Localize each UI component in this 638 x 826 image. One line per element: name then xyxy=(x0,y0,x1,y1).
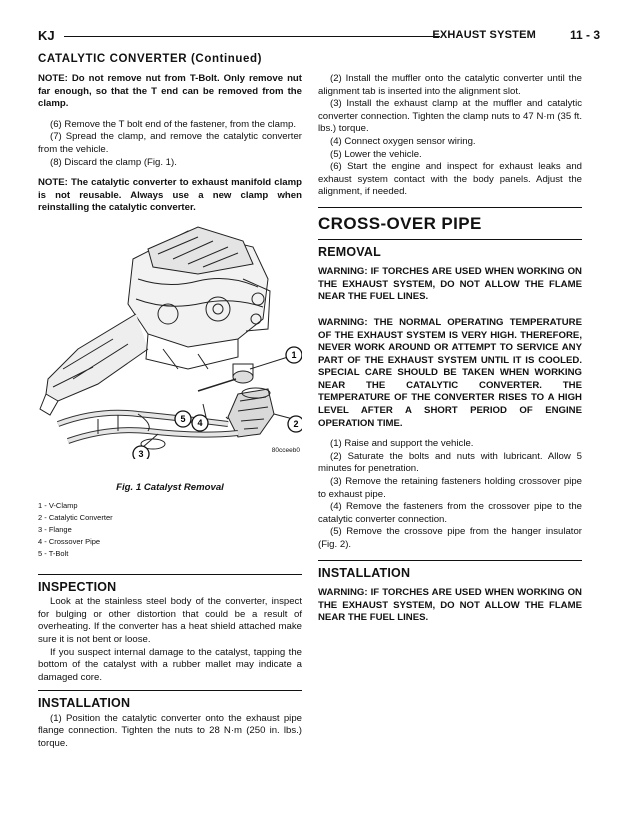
legend-item: 5 - T-Bolt xyxy=(38,548,69,558)
installation-heading-right: INSTALLATION xyxy=(318,560,582,580)
callout-5: 5 xyxy=(180,413,186,424)
figure-title: Fig. 1 Catalyst Removal xyxy=(116,481,224,493)
step-7: (7) Spread the clamp, and remove the catalytic converter from the vehicle. xyxy=(38,131,302,155)
install-step-2: (2) Install the muffler onto the catalytic converter until the alignment tab is inserted into the alignment slot. xyxy=(318,73,582,97)
install-step-5: (5) Lower the vehicle. xyxy=(330,148,422,160)
inspection-para-2: If you suspect internal damage to the catalyst, tapping the bottom of the catalyst with a rubber mallet may indicate a damaged core. xyxy=(38,646,302,683)
crossover-heading: CROSS-OVER PIPE xyxy=(318,207,582,231)
warning-torches-install: WARNING: IF TORCHES ARE USED WHEN WORKING ON THE EXHAUST SYSTEM, DO NOT ALLOW THE FLAME NEAR THE FUEL LINES. xyxy=(318,587,582,624)
install-step-1: (1) Position the catalytic converter onto the exhaust pipe flange connection. Tighten the nuts to 28 N·m (250 in. lbs.) torque. xyxy=(38,712,302,750)
warning-torches: WARNING: IF TORCHES ARE USED WHEN WORKING ON THE EXHAUST SYSTEM, DO NOT ALLOW THE FLAME NEAR THE FUEL LINES. xyxy=(318,266,582,303)
removal-step-3: (3) Remove the retaining fasteners holding crossover pipe to exhaust pipe. xyxy=(318,476,582,500)
header-rule xyxy=(64,36,440,37)
step-8: (8) Discard the clamp (Fig. 1). xyxy=(50,156,177,168)
legend-item: 3 - Flange xyxy=(38,524,72,534)
callout-3: 3 xyxy=(138,448,144,459)
section-code: KJ xyxy=(38,28,55,43)
catalyst-removal-illustration xyxy=(38,219,302,459)
callout-4: 4 xyxy=(197,417,203,428)
continued-title: CATALYTIC CONVERTER (Continued) xyxy=(38,53,263,65)
removal-step-2: (2) Saturate the bolts and nuts with lubricant. Allow 5 minutes for penetration. xyxy=(318,450,582,475)
callout-2: 2 xyxy=(293,418,299,429)
figure-catalyst-removal xyxy=(38,219,302,479)
callout-1: 1 xyxy=(291,349,297,360)
warning-temperature: WARNING: THE NORMAL OPERATING TEMPERATURE OF THE EXHAUST SYSTEM IS VERY HIGH. THEREFORE, NEVER WORK AROUND OR ATTEMPT TO SERVICE ANY PART OF THE EXHAUST SYSTEM UNTIL IT IS COOLED. SPECIAL CARE SHOULD BE TAKEN WHEN WORKING NEAR THE CATALYTIC CONVERTER. THE TEMPERATURE OF THE CONVERTER RISES TO A HIGH LEVEL AFTER A SHORT PERIOD OF ENGINE OPERATION TIME. xyxy=(318,316,582,429)
note-clamp: NOTE: The catalytic converter to exhaust manifold clamp is not reusable. Always use a new clamp when reinstalling the catalytic converter. xyxy=(38,177,302,214)
legend-item: 4 - Crossover Pipe xyxy=(38,536,101,546)
figure-legend xyxy=(38,500,302,560)
inspection-heading: INSPECTION xyxy=(38,574,302,594)
install-step-4: (4) Connect oxygen sensor wiring. xyxy=(330,135,476,147)
left-column xyxy=(38,73,302,751)
removal-heading: REMOVAL xyxy=(318,239,582,259)
page-number: 11 - 3 xyxy=(569,28,600,42)
install-step-3: (3) Install the exhaust clamp at the muffler and catalytic converter connection. Tighten the clamp nuts to 47 N·m (35 ft. lbs.) torque. xyxy=(318,98,582,135)
inspection-para-1: Look at the stainless steel body of the converter, inspect for bulging or other distortion that could be a result of overheating. If the converter has a heat shield attached make sure it is not bent or loose. xyxy=(38,596,302,645)
page-header xyxy=(38,28,600,46)
removal-step-4: (4) Remove the fasteners from the crossover pipe to the catalytic converter connection. xyxy=(318,501,582,525)
step-6: (6) Remove the T bolt end of the fastener, from the clamp. xyxy=(50,118,297,130)
note-tbolt: NOTE: Do not remove nut from T-Bolt. Only remove nut far enough, so that the T end can be removed from the clamp. xyxy=(38,73,302,110)
right-column xyxy=(318,73,582,625)
figure-code: 80cceeb0 xyxy=(271,446,300,454)
legend-item: 1 - V-Clamp xyxy=(38,500,78,510)
install-step-6: (6) Start the engine and inspect for exhaust leaks and exhaust system contact with the body panels. Adjust the alignment, if needed. xyxy=(318,161,582,198)
removal-step-5: (5) Remove the crossove pipe from the hanger insulator (Fig. 2). xyxy=(318,526,582,550)
installation-heading-left: INSTALLATION xyxy=(38,690,302,710)
removal-step-1: (1) Raise and support the vehicle. xyxy=(330,438,474,450)
system-title: EXHAUST SYSTEM xyxy=(432,29,536,41)
legend-item: 2 - Catalytic Converter xyxy=(38,512,113,522)
